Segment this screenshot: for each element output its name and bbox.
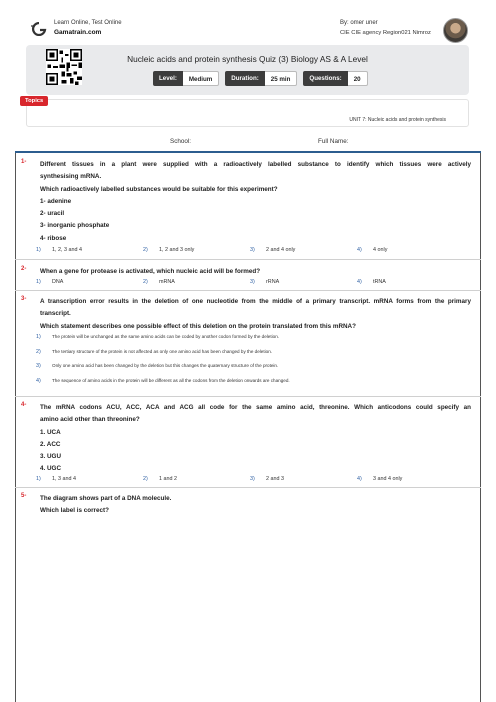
answer-option[interactable]: 3) rRNA (250, 279, 280, 285)
questions-label: Questions: (303, 71, 347, 86)
school-label: School: (170, 138, 192, 145)
duration-label: Duration: (225, 71, 265, 86)
answer-option[interactable]: 3) 2 and 3 (250, 476, 284, 482)
question-text (40, 266, 471, 278)
answer-option[interactable]: 2) 1, 2 and 3 only (143, 247, 195, 253)
answer-option[interactable]: 4) 4 only (357, 247, 388, 253)
question-line: 1. UCA (40, 428, 61, 436)
gamatrain-logo-icon (30, 22, 48, 36)
level-label: Level: (153, 71, 183, 86)
answer-options (36, 279, 471, 285)
answer-options (36, 476, 471, 482)
answer-option[interactable]: 3) Only one amino acid has been changed by the deletion but this changes the quaternary structure of the protein. (36, 363, 279, 369)
avatar (443, 18, 468, 43)
question-line: A transcription error results in the deletion of one nucleotide from the middle of a primary transcript. mRNA forms from the primary (40, 298, 471, 305)
question-line: 4. UGC (40, 465, 61, 473)
question-line: transcript. (40, 310, 71, 318)
question-number: 2- (21, 266, 27, 272)
question-2 (15, 266, 481, 291)
duration-value: 25 min (265, 71, 298, 86)
author-name: By: omer uner (340, 20, 378, 26)
question-4 (15, 402, 481, 486)
topics-badge: Topics (20, 96, 48, 106)
answer-option[interactable]: 2) The tertiary structure of the protein is not affected as only one amino acid has been changed by the deletion. (36, 348, 273, 355)
answer-option[interactable]: 1) The protein will be unchanged as the same amino acids can be coded by another codon formed by the deletion. (36, 334, 280, 340)
question-text (40, 493, 471, 518)
answer-option[interactable]: 1) 1, 2, 3 and 4 (36, 247, 82, 253)
question-line: Which label is correct? (40, 507, 109, 515)
brand-tagline: Learn Online, Test Online (54, 20, 122, 26)
question-line: Different tissues in a plant were supplied with a radioactively labelled substance to identify which tissues were actively (40, 161, 471, 168)
level-badge (153, 71, 219, 86)
question-divider (15, 487, 481, 488)
answer-option[interactable]: 2) mRNA (143, 279, 175, 285)
answer-option[interactable]: 1) 1, 3 and 4 (36, 476, 76, 482)
question-line: synthesising mRNA. (40, 173, 102, 181)
question-line: 3- inorganic phosphate (40, 222, 110, 230)
question-line: 2- uracil (40, 210, 65, 218)
quiz-title: Nucleic acids and protein synthesis Quiz (3) Biology AS & A Level (127, 54, 368, 64)
question-number: 4- (21, 402, 27, 408)
answer-option[interactable]: 4) The sequence of amino acids in the protein will be different as all the codons from the deletion onwards are changed. (36, 377, 290, 384)
question-divider (15, 290, 481, 291)
author-org: CIE CIE agency Region021 Nimroz (340, 30, 431, 36)
level-value: Medium (183, 71, 219, 86)
brand-site[interactable]: Gamatrain.com (54, 29, 102, 36)
question-line: Which statement describes one possible effect of this deletion on the protein translated from this mRNA? (40, 322, 356, 330)
quiz-meta (153, 71, 368, 86)
fullname-label: Full Name: (318, 138, 349, 145)
duration-badge (225, 71, 297, 86)
question-text (40, 159, 471, 245)
question-text (40, 296, 471, 333)
question-5 (15, 493, 481, 523)
question-number: 5- (21, 493, 27, 499)
page-header (0, 0, 496, 44)
question-divider (15, 259, 481, 260)
question-line: amino acid other than threonine? (40, 416, 140, 424)
question-1 (15, 159, 481, 254)
question-line: The diagram shows part of a DNA molecule. (40, 495, 172, 502)
question-number: 1- (21, 159, 27, 165)
answer-option[interactable]: 1) DNA (36, 279, 64, 285)
question-line: 4- ribose (40, 234, 67, 242)
answer-options (36, 247, 471, 253)
question-line: When a gene for protease is activated, which nucleic acid will be formed? (40, 268, 261, 275)
answer-options (36, 334, 471, 392)
question-line: 2. ACC (40, 440, 61, 448)
answer-option[interactable]: 2) 1 and 2 (143, 476, 177, 482)
answer-option[interactable]: 3) 2 and 4 only (250, 247, 296, 253)
question-line: 3. UGU (40, 453, 61, 461)
question-3 (15, 296, 481, 394)
question-line: 1- adenine (40, 197, 72, 205)
topics-box (26, 99, 469, 127)
questions-frame-top-rule (15, 151, 481, 153)
question-line: The mRNA codons ACU, ACC, ACA and ACG all code for the same amino acid, threonine. Which anticodons could specify an (40, 404, 471, 411)
questions-badge (303, 71, 367, 86)
questions-value: 20 (348, 71, 368, 86)
question-divider (15, 396, 481, 397)
question-line: Which radioactively labelled substances would be suitable for this experiment? (40, 185, 278, 193)
answer-option[interactable]: 4) 3 and 4 only (357, 476, 403, 482)
title-band (26, 45, 469, 95)
answer-option[interactable]: 4) tRNA (357, 279, 386, 285)
question-text (40, 402, 471, 476)
question-number: 3- (21, 296, 27, 302)
topic-unit: UNIT 7: Nucleic acids and protein synthesis (349, 117, 446, 123)
